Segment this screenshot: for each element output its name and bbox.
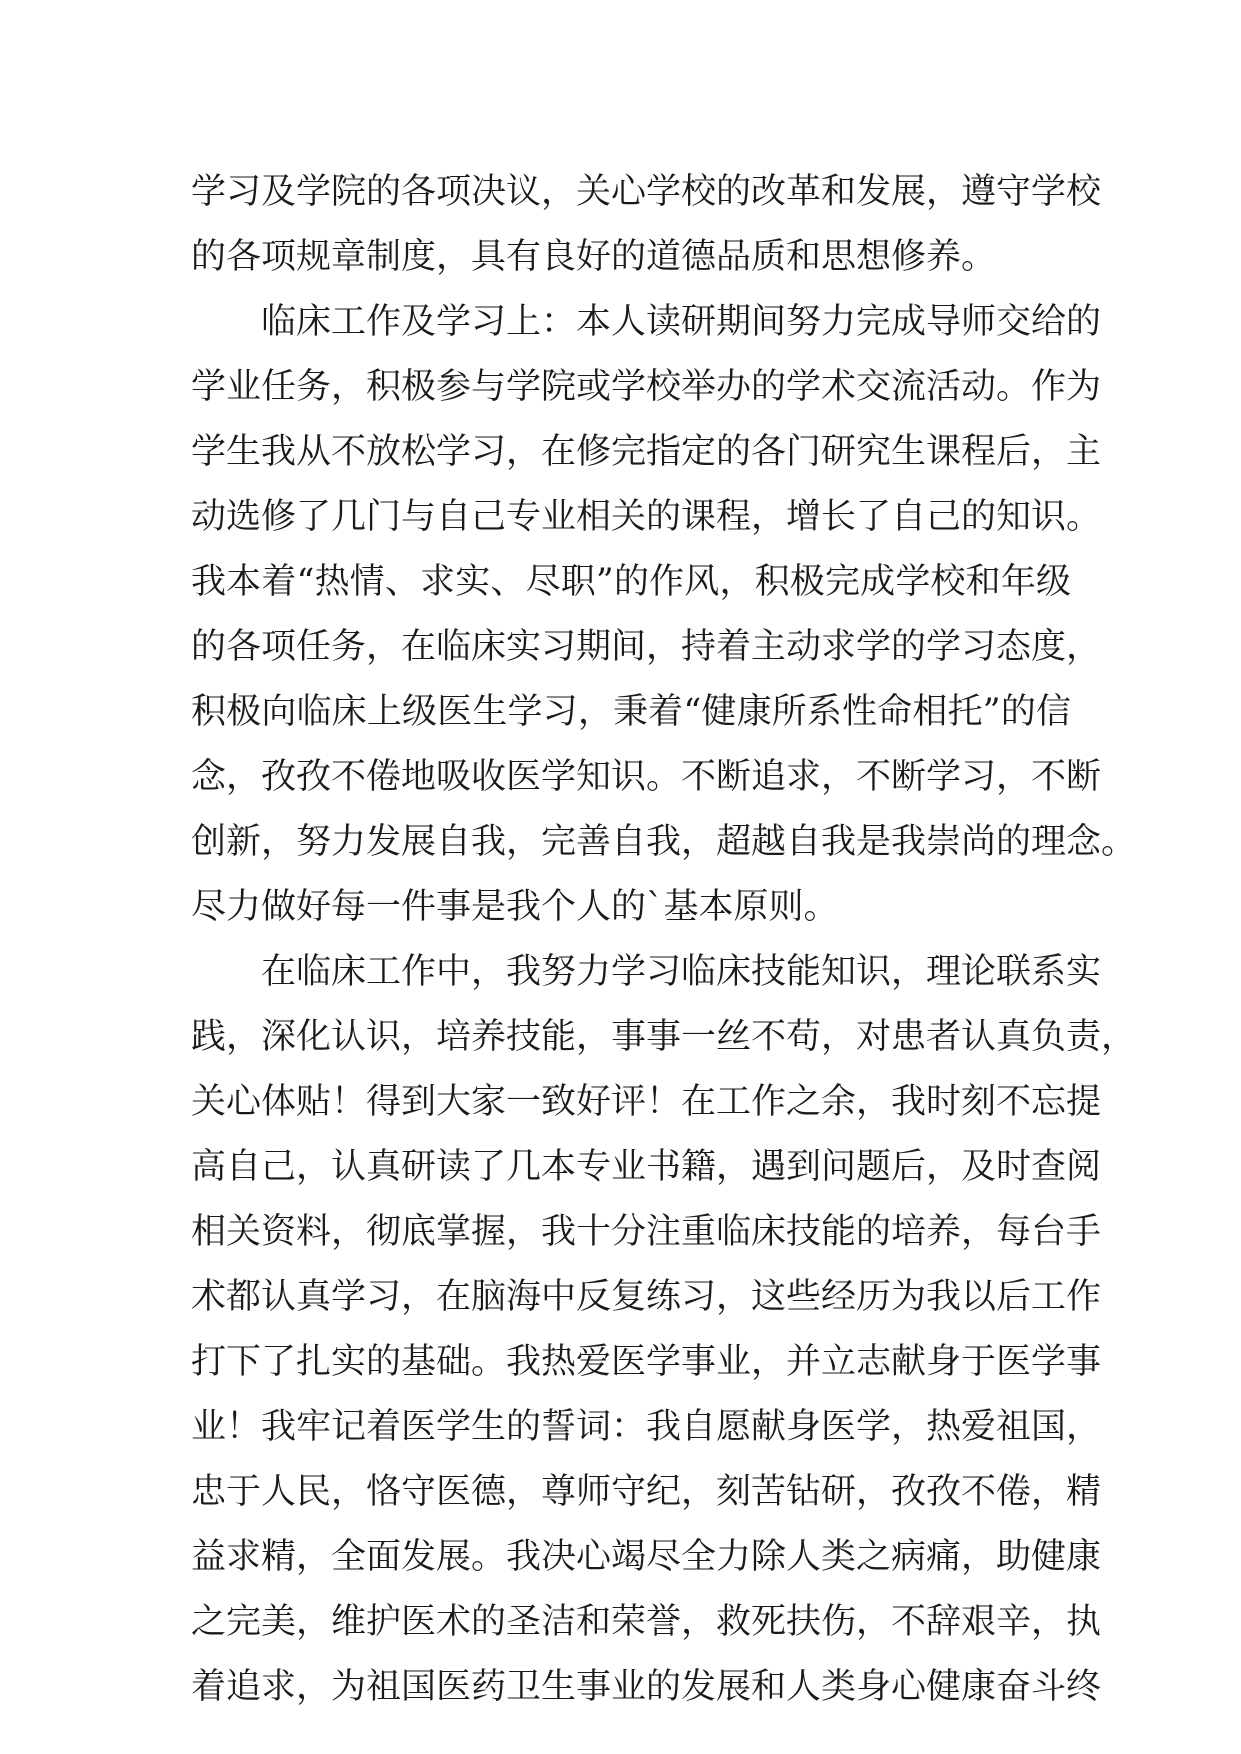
text-line: 的各项任务，在临床实习期间，持着主动求学的学习态度，: [191, 627, 1102, 667]
text-line: 之完美，维护医术的圣洁和荣誉，救死扶伤，不辞艰辛，执: [191, 1602, 1102, 1642]
text-line: 念，孜孜不倦地吸收医学知识。不断追求，不断学习，不断: [191, 757, 1102, 797]
text-line: 打下了扎实的基础。我热爱医学事业，并立志献身于医学事: [191, 1342, 1102, 1382]
paragraph-first-line: 在临床工作中，我努力学习临床技能知识，理论联系实: [261, 952, 1102, 992]
text-line: 积极向临床上级医生学习，秉着“健康所系性命相托”的信: [191, 692, 1071, 732]
text-line: 践，深化认识，培养技能，事事一丝不苟，对患者认真负责，: [191, 1017, 1137, 1057]
text-line: 我本着“热情、求实、尽职”的作风，积极完成学校和年级: [191, 562, 1071, 602]
text-line: 关心体贴！得到大家一致好评！在工作之余，我时刻不忘提: [191, 1082, 1102, 1122]
text-line: 学习及学院的各项决议，关心学校的改革和发展，遵守学校: [191, 172, 1102, 212]
text-line: 学业任务，积极参与学院或学校举办的学术交流活动。作为: [191, 367, 1102, 407]
text-line: 相关资料，彻底掌握，我十分注重临床技能的培养，每台手: [191, 1212, 1102, 1252]
text-line: 学生我从不放松学习，在修完指定的各门研究生课程后，主: [191, 432, 1102, 472]
text-line: 的各项规章制度，具有良好的道德品质和思想修养。: [191, 237, 997, 277]
text-line: 着追求，为祖国医药卫生事业的发展和人类身心健康奋斗终: [191, 1667, 1102, 1707]
text-line: 忠于人民，恪守医德，尊师守纪，刻苦钻研，孜孜不倦，精: [191, 1472, 1102, 1512]
body-text: [191, 160, 1137, 1720]
text-line: 高自己，认真研读了几本专业书籍，遇到问题后，及时查阅: [191, 1147, 1102, 1187]
text-line: 业！我牢记着医学生的誓词：我自愿献身医学，热爱祖国，: [191, 1407, 1102, 1447]
text-line: 术都认真学习，在脑海中反复练习，这些经历为我以后工作: [191, 1277, 1102, 1317]
text-line: 尽力做好每一件事是我个人的`基本原则。: [191, 887, 839, 927]
text-line: 益求精，全面发展。我决心竭尽全力除人类之病痛，助健康: [191, 1537, 1102, 1577]
paragraph-first-line: 临床工作及学习上：本人读研期间努力完成导师交给的: [261, 302, 1102, 342]
text-line: 动选修了几门与自己专业相关的课程，增长了自己的知识。: [191, 497, 1102, 537]
text-line: 创新，努力发展自我，完善自我，超越自我是我崇尚的理念。: [191, 822, 1137, 862]
